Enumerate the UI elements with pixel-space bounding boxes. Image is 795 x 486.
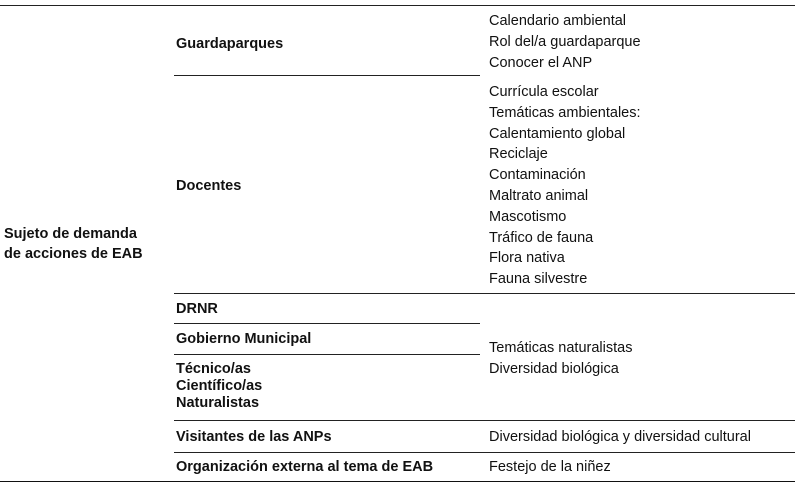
topic-item: Rol del/a guardaparque	[489, 33, 641, 50]
topics-docentes	[489, 82, 641, 290]
separator-visitantes	[174, 452, 795, 453]
row-label-visitantes: Visitantes de las ANPs	[176, 429, 332, 445]
topic-item: Diversidad biológica	[489, 360, 619, 377]
topic-visitantes: Diversidad biológica y diversidad cultural	[489, 429, 751, 445]
topic-item: Maltrato animal	[489, 187, 589, 204]
topic-item: Tráfico de fauna	[489, 229, 594, 246]
topic-item: Reciclaje	[489, 146, 548, 163]
separator-docentes	[174, 293, 795, 294]
row-label-line: Técnico/as	[176, 361, 251, 377]
topic-item: Flora nativa	[489, 250, 565, 267]
separator-guardaparques	[174, 75, 480, 76]
row-label-gobierno-municipal: Gobierno Municipal	[176, 331, 312, 347]
row-label-line: Naturalistas	[176, 395, 260, 411]
separator-drnr	[174, 323, 480, 324]
table-bottom-rule	[0, 481, 795, 482]
row-label-docentes: Docentes	[176, 178, 242, 194]
topics-guardaparques	[489, 11, 641, 73]
topic-item: Temáticas ambientales:	[489, 104, 641, 121]
topic-item: Fauna silvestre	[489, 271, 588, 288]
subject-label-line1: Sujeto de demanda	[4, 226, 137, 242]
row-label-guardaparques: Guardaparques	[176, 36, 284, 52]
row-label-line: Científico/as	[176, 378, 263, 394]
topic-item: Conocer el ANP	[489, 54, 593, 71]
topic-item: Currícula escolar	[489, 84, 599, 100]
topic-item: Calendario ambiental	[489, 13, 627, 29]
row-label-tecnicos	[176, 361, 262, 412]
topic-item: Calentamiento global	[489, 125, 626, 142]
table-top-rule	[0, 5, 795, 6]
row-label-organizacion-externa: Organización externa al tema de EAB	[176, 459, 434, 475]
topics-shared	[489, 338, 632, 380]
topic-item: Mascotismo	[489, 208, 567, 225]
topic-item: Temáticas naturalistas	[489, 340, 633, 356]
topic-organizacion-externa: Festejo de la niñez	[489, 459, 611, 475]
row-label-drnr: DRNR	[176, 301, 218, 317]
topic-item: Contaminación	[489, 167, 586, 184]
separator-tecnicos	[174, 420, 795, 421]
subject-label-line2: de acciones de EAB	[4, 246, 143, 262]
separator-gobierno	[174, 354, 480, 355]
